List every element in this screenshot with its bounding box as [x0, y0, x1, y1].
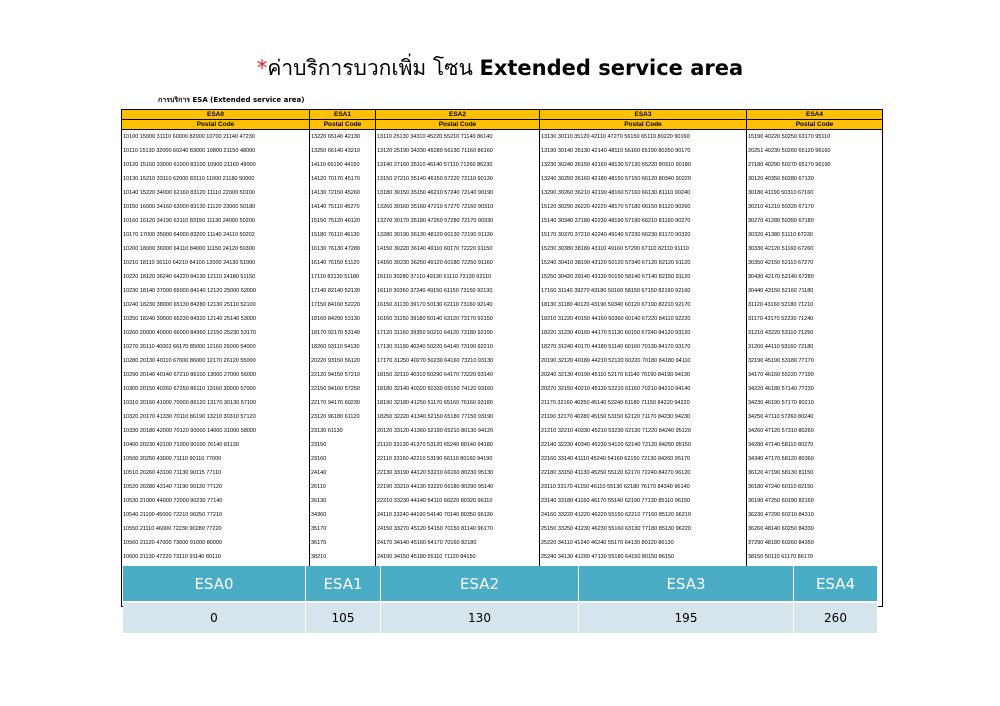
postal-code-table: [121, 109, 883, 607]
postal-header-row: [122, 120, 883, 130]
table-row: [122, 550, 883, 564]
postal-code-cell: 34340 47170 58120 80360: [747, 452, 883, 466]
postal-code-cell: 16160 31150 39180 50140 63120 73170 92150: [376, 312, 540, 326]
postal-code-cell: 24190 34150 45180 55110 71120 84150: [376, 550, 540, 564]
postal-code-cell: 30320 41380 51110 67230: [747, 228, 883, 242]
table-row: [122, 424, 883, 438]
postal-code-cell: 10140 15220 34000 62160 83120 11110 22000 50100: [122, 186, 310, 200]
postal-code-cell: 13190 30140 35130 42140 48110 56160 65190 80250 90170: [540, 144, 747, 158]
postal-code-label: Postal Code: [540, 120, 747, 130]
table-row: [122, 452, 883, 466]
postal-code-cell: 16130 76130 47280: [310, 242, 376, 256]
postal-code-cell: 10150 16000 34160 63000 83130 11120 23000 50180: [122, 200, 310, 214]
table-row: [122, 354, 883, 368]
price-value-row: [123, 601, 878, 633]
postal-code-cell: 18190 32180 41250 51170 65160 76160 93180: [376, 396, 540, 410]
postal-code-cell: 25220 34110 41240 46240 55170 64130 80120 86130: [540, 536, 747, 550]
postal-code-cell: 36120 47190 58130 81150: [747, 466, 883, 480]
postal-code-cell: 30120 40350 50280 67130: [747, 172, 883, 186]
postal-code-cell: 26130: [310, 494, 376, 508]
postal-code-cell: 30270 41280 50350 67180: [747, 214, 883, 228]
postal-code-cell: 17140 82140 52130: [310, 284, 376, 298]
postal-code-cell: 20120 33120 41360 52190 65210 80130 94120: [376, 424, 540, 438]
postal-code-cell: 24160 33220 41220 46220 55150 62210 77160 85120 96210: [540, 508, 747, 522]
postal-code-cell: 10510 20260 43100 71130 90115 77110: [122, 466, 310, 480]
postal-code-cell: 24140: [310, 466, 376, 480]
postal-code-cell: 30180 41190 50310 67160: [747, 186, 883, 200]
postal-code-label: Postal Code: [310, 120, 376, 130]
postal-code-cell: 13140 27160 35110 46140 57110 71260 86230: [376, 158, 540, 172]
postal-code-cell: 21170 32160 40250 45140 52240 61180 71150 84220 94220: [540, 396, 747, 410]
table-row: [122, 382, 883, 396]
zone-header-esa3: ESA3: [540, 110, 747, 120]
postal-code-cell: 34170 46160 55220 77190: [747, 368, 883, 382]
table-row: [122, 200, 883, 214]
postal-code-cell: 15150 75120 46120: [310, 214, 376, 228]
table-row: [122, 228, 883, 242]
postal-code-cell: 10560 21120 47000 73000 91000 80000: [122, 536, 310, 550]
postal-code-cell: 22150 94160 57250: [310, 382, 376, 396]
postal-code-cell: 20190 32120 40180 44210 52120 60220 70180 84180 94110: [540, 354, 747, 368]
postal-code-cell: 20220 93150 56120: [310, 354, 376, 368]
price-header-esa4: ESA4: [794, 566, 878, 601]
postal-code-cell: 15180 76110 46130: [310, 228, 376, 242]
title-english: Extended service area: [479, 56, 744, 80]
postal-code-cell: 10240 18230 38000 65130 84280 12130 25110 52100: [122, 298, 310, 312]
postal-code-cell: 13290 30260 36210 42190 48160 57160 66130 81110 90240: [540, 186, 747, 200]
postal-code-cell: 10400 20230 42100 71000 90100 76140 81130: [122, 438, 310, 452]
postal-code-cell: 10210 18110 36110 64210 84100 12000 24130 51000: [122, 256, 310, 270]
postal-code-cell: 10130 15210 33110 62000 83110 11000 21180 50000: [122, 172, 310, 186]
table-row: [122, 340, 883, 354]
postal-code-cell: 22190 33210 44130 53220 66180 80290 95140: [376, 480, 540, 494]
table-row: [122, 396, 883, 410]
postal-code-cell: 15190 40220 50250 63170 95110: [747, 130, 883, 145]
postal-code-cell: 10220 18120 36240 64220 84130 12110 24180 51150: [122, 270, 310, 284]
postal-code-cell: 34260 47120 57310 80260: [747, 424, 883, 438]
table-row: [122, 480, 883, 494]
postal-code-cell: 31260 44110 53160 72180: [747, 340, 883, 354]
postal-code-cell: 13180 30150 35150 46210 57240 72140 90190: [376, 186, 540, 200]
price-header-esa3: ESA3: [579, 566, 794, 601]
postal-code-cell: 24150 33270 45120 54150 70150 81140 96170: [376, 522, 540, 536]
postal-code-cell: 10290 20140 40140 67210 86100 13000 27000 56000: [122, 368, 310, 382]
postal-code-cell: 14120 70170 45170: [310, 172, 376, 186]
table-row: [122, 312, 883, 326]
postal-code-cell: 17150 84160 52220: [310, 298, 376, 312]
postal-code-cell: 15230 30380 38180 43110 49160 57290 67110 82110 91110: [540, 242, 747, 256]
postal-code-cell: 10600 21130 47220 73110 91140 80110: [122, 550, 310, 564]
postal-code-cell: 36260 48140 60250 84330: [747, 522, 883, 536]
title-asterisk: *: [256, 56, 268, 80]
postal-code-cell: 13240 30250 36160 42180 48150 57150 66120 80340 90220: [540, 172, 747, 186]
postal-code-cell: 13110 25130 34310 45220 55210 71140 86140: [376, 130, 540, 145]
postal-code-cell: 18220 31230 40160 44170 51130 60150 67240 84120 93120: [540, 326, 747, 340]
postal-code-cell: 23150: [310, 438, 376, 452]
table-row: [122, 144, 883, 158]
zone-header-esa1: ESA1: [310, 110, 376, 120]
postal-code-cell: 13130 30110 35120 42110 47270 56150 65110 80220 90160: [540, 130, 747, 145]
postal-code-cell: 36180 47240 60110 82150: [747, 480, 883, 494]
postal-code-label: Postal Code: [376, 120, 540, 130]
postal-code-cell: 26110: [310, 480, 376, 494]
postal-code-cell: 13250 66140 43210: [310, 144, 376, 158]
postal-code-cell: 10310 20160 41000 70000 86120 13170 30130 57100: [122, 396, 310, 410]
table-row: [122, 466, 883, 480]
postal-code-cell: 14130 72150 45260: [310, 186, 376, 200]
price-header-row: [123, 566, 878, 601]
postal-code-cell: 15250 30420 39140 43130 50150 58140 67140 82150 91120: [540, 270, 747, 284]
table-row: [122, 256, 883, 270]
postal-code-cell: 13150 27210 35140 46150 57220 72110 90130: [376, 172, 540, 186]
postal-code-cell: 17130 31190 40240 50220 64140 73190 92210: [376, 340, 540, 354]
postal-code-cell: 37290 48180 60260 84350: [747, 536, 883, 550]
postal-code-cell: 18250 32220 41340 52150 65180 77150 93190: [376, 410, 540, 424]
postal-code-cell: 25240 34130 41260 47130 55180 64150 80150 86150: [540, 550, 747, 564]
zone-header-esa4: ESA4: [747, 110, 883, 120]
postal-code-cell: 10530 21000 44000 72000 90230 77140: [122, 494, 310, 508]
postal-code-cell: 34220 46180 57140 77230: [747, 382, 883, 396]
postal-code-cell: 13220 65140 42130: [310, 130, 376, 145]
postal-code-cell: 34230 46190 57170 80210: [747, 396, 883, 410]
table-row: [122, 172, 883, 186]
postal-code-cell: 20251 40230 50260 65120 96160: [747, 144, 883, 158]
postal-code-cell: 18170 92170 53140: [310, 326, 376, 340]
postal-code-cell: 22140 32230 40340 45230 54120 62140 72120 84250 95150: [540, 438, 747, 452]
postal-code-label: Postal Code: [122, 120, 310, 130]
postal-code-cell: 15110 30280 37110 49130 61110 73130 92110: [376, 270, 540, 284]
postal-code-cell: 34250 47110 57260 80240: [747, 410, 883, 424]
postal-code-cell: 22110 33160 42210 53190 66110 80160 94190: [376, 452, 540, 466]
table-row: [122, 186, 883, 200]
postal-code-cell: 10270 20110 40002 66170 85000 12160 26000 54000: [122, 340, 310, 354]
postal-code-cell: 10540 21100 45000 72210 90250 77210: [122, 508, 310, 522]
postal-code-cell: 23140 33180 41160 46170 55140 62190 77130 85110 96150: [540, 494, 747, 508]
postal-code-cell: 16140 76150 51120: [310, 256, 376, 270]
postal-code-body: [122, 130, 883, 607]
postal-code-cell: 16110 30360 37240 49150 61150 73150 92130: [376, 284, 540, 298]
postal-code-cell: 38150 50110 61170 86170: [747, 550, 883, 564]
postal-code-cell: 13230 30240 36150 42160 48130 57130 65220 80310 90180: [540, 158, 747, 172]
postal-code-cell: 23130 61130: [310, 424, 376, 438]
postal-code-cell: 10300 20150 40260 67250 86110 13160 30000 57000: [122, 382, 310, 396]
postal-code-cell: 10200 18000 36000 64110 84000 11150 24120 50300: [122, 242, 310, 256]
postal-code-cell: 18150 32110 40310 50290 64170 73220 93140: [376, 368, 540, 382]
postal-code-cell: 10280 20130 40110 67000 86000 12170 26120 55000: [122, 354, 310, 368]
table-row: [122, 242, 883, 256]
postal-code-cell: 21210 32210 40330 45210 53230 62130 71220 84240 95120: [540, 424, 747, 438]
postal-code-cell: 30350 42150 52110 67270: [747, 256, 883, 270]
table-row: [122, 536, 883, 550]
postal-code-cell: 20240 32130 40190 45110 52170 61140 70190 84190 94130: [540, 368, 747, 382]
postal-code-cell: 30430 42170 52140 67280: [747, 270, 883, 284]
table-row: [122, 158, 883, 172]
postal-code-cell: 36170: [310, 536, 376, 550]
postal-code-cell: 34360: [310, 508, 376, 522]
postal-code-cell: 34280 47140 58110 80270: [747, 438, 883, 452]
postal-code-cell: 18210 31220 40150 44160 50360 60140 67220 84110 92220: [540, 312, 747, 326]
table-subtitle: การบริการ ESA (Extended service area): [158, 96, 305, 104]
price-table: [123, 566, 878, 633]
postal-code-cell: 10230 18140 37000 65000 84140 12120 25000 52000: [122, 284, 310, 298]
title-thai: ค่าบริการบวกเพิ่ม โซน: [267, 56, 480, 80]
postal-code-cell: 17170 31250 40270 50230 64160 73210 93130: [376, 354, 540, 368]
postal-code-cell: 23160: [310, 452, 376, 466]
postal-code-cell: 15170 30370 37210 42240 49140 57230 66230 81170 90320: [540, 228, 747, 242]
table-row: [122, 298, 883, 312]
postal-code-cell: 10260 20000 40000 66000 84360 12150 25230 53170: [122, 326, 310, 340]
postal-code-cell: 15240 30410 38190 43120 50120 57340 67120 82120 91120: [540, 256, 747, 270]
postal-code-cell: 31170 43170 52230 71240: [747, 312, 883, 326]
table-row: [122, 438, 883, 452]
table-row: [122, 130, 883, 145]
postal-code-cell: 35170: [310, 522, 376, 536]
zone-header-esa0: ESA0: [122, 110, 310, 120]
price-header-esa1: ESA1: [306, 566, 381, 601]
postal-code-cell: 25150 33250 41230 46230 55160 63130 77180 85130 96220: [540, 522, 747, 536]
price-header-esa0: ESA0: [123, 566, 306, 601]
postal-code-cell: 22170 94170 60230: [310, 396, 376, 410]
table-row: [122, 522, 883, 536]
postal-code-cell: 32190 45190 53180 77170: [747, 354, 883, 368]
postal-code-cell: 15140 30340 37180 42230 48190 57190 66210 81160 90270: [540, 214, 747, 228]
postal-code-cell: 36230 47290 60210 84310: [747, 508, 883, 522]
postal-code-cell: 10110 15130 32000 60240 83000 10800 21150 48000: [122, 144, 310, 158]
price-header-esa2: ESA2: [381, 566, 579, 601]
postal-code-cell: 30440 43150 52160 71180: [747, 284, 883, 298]
postal-code-cell: 18180 32140 40320 50330 65150 74120 93160: [376, 382, 540, 396]
table-row: [122, 494, 883, 508]
postal-code-cell: 13270 30170 35180 47260 57280 72170 90330: [376, 214, 540, 228]
zone-header-esa2: ESA2: [376, 110, 540, 120]
table-row: [122, 368, 883, 382]
postal-code-cell: 23110 33170 41150 46110 55130 62180 76170 84340 96140: [540, 480, 747, 494]
postal-code-cell: 10500 20250 43000 71110 90110 77000: [122, 452, 310, 466]
postal-code-cell: 16150 31130 39170 50130 62110 73160 92140: [376, 298, 540, 312]
postal-code-cell: 14150 30220 36140 49110 60170 72220 91150: [376, 242, 540, 256]
postal-code-cell: 13280 30190 36130 48120 60130 72190 91130: [376, 228, 540, 242]
table-row: [122, 410, 883, 424]
postal-code-cell: 14110 66190 44150: [310, 158, 376, 172]
postal-code-cell: 18130 31180 40120 43190 50340 60120 67190 82210 92170: [540, 298, 747, 312]
postal-code-cell: 10330 20180 42000 70120 90000 14000 31000 58000: [122, 424, 310, 438]
postal-code-cell: 24170 34140 45160 54170 70160 82180: [376, 536, 540, 550]
postal-code-cell: 10120 15160 33000 61000 83100 10900 21160 49000: [122, 158, 310, 172]
postal-code-cell: 17120 31160 39350 50210 64120 73180 92190: [376, 326, 540, 340]
postal-code-cell: 24110 33240 44190 54140 70140 80350 96130: [376, 508, 540, 522]
postal-code-cell: 10160 16120 34190 63110 83150 11130 24000 50200: [122, 214, 310, 228]
price-value-esa4: 260: [794, 601, 878, 633]
postal-code-cell: 38210: [310, 550, 376, 564]
table-row: [122, 270, 883, 284]
postal-code-cell: 17160 31140 39270 43180 50160 58150 67150 82190 92160: [540, 284, 747, 298]
postal-code-cell: 22180 33150 41130 45250 55120 62170 72240 84270 96120: [540, 466, 747, 480]
price-value-esa2: 130: [381, 601, 579, 633]
postal-code-cell: 10550 21110 46000 72230 90280 77220: [122, 522, 310, 536]
postal-code-cell: 14160 30230 36250 49120 60180 72250 91160: [376, 256, 540, 270]
postal-code-cell: 22120 94150 57210: [310, 368, 376, 382]
postal-code-label: Postal Code: [747, 120, 883, 130]
postal-code-cell: 22210 33230 44140 54110 66220 80320 96110: [376, 494, 540, 508]
postal-code-cell: 21190 32170 40280 45150 53150 62120 71170 84230 94230: [540, 410, 747, 424]
postal-code-cell: 31120 43160 52180 71210: [747, 298, 883, 312]
page-title: [0, 52, 1000, 85]
postal-code-cell: 18260 93110 54130: [310, 340, 376, 354]
zone-header-row: [122, 110, 883, 120]
postal-code-cell: 27180 40290 50270 65170 96190: [747, 158, 883, 172]
postal-code-cell: 22160 33140 41110 45240 54160 62150 72130 84260 95170: [540, 452, 747, 466]
postal-code-cell: 13120 25190 34330 45280 56130 71160 86160: [376, 144, 540, 158]
price-value-esa0: 0: [123, 601, 306, 633]
postal-code-cell: 10170 17000 35000 64000 83200 11140 24110 50202: [122, 228, 310, 242]
postal-code-cell: 30210 41210 50320 67170: [747, 200, 883, 214]
postal-code-cell: 21120 33130 41370 53120 65240 80140 94180: [376, 438, 540, 452]
postal-code-cell: 10100 15000 31110 60000 82000 10700 21140 47230: [122, 130, 310, 145]
price-value-esa1: 105: [306, 601, 381, 633]
postal-code-cell: 36190 47250 60190 82160: [747, 494, 883, 508]
postal-code-cell: 18160 84290 53130: [310, 312, 376, 326]
postal-code-cell: 14140 75110 45270: [310, 200, 376, 214]
table-row: [122, 326, 883, 340]
postal-code-cell: 17110 82130 51180: [310, 270, 376, 284]
postal-code-cell: 22130 33190 44120 53210 66160 80230 95130: [376, 466, 540, 480]
postal-code-cell: 30330 42120 51160 67260: [747, 242, 883, 256]
table-row: [122, 214, 883, 228]
table-row: [122, 284, 883, 298]
postal-code-cell: 20270 32150 40210 45130 52210 61160 70210 84210 94140: [540, 382, 747, 396]
postal-code-cell: 23120 96180 61120: [310, 410, 376, 424]
postal-code-cell: 10320 20170 41330 70110 86190 13210 30310 57120: [122, 410, 310, 424]
postal-code-cell: 13260 30160 35160 47210 57270 72160 90310: [376, 200, 540, 214]
postal-code-cell: 15120 30290 36220 42220 48170 57180 66150 81120 90260: [540, 200, 747, 214]
postal-code-cell: 31210 43220 53110 71250: [747, 326, 883, 340]
table-row: [122, 508, 883, 522]
price-value-esa3: 195: [579, 601, 794, 633]
postal-code-cell: 10250 18240 39000 65230 84320 12140 25140 53000: [122, 312, 310, 326]
postal-code-cell: 10520 20280 43140 71190 90120 77120: [122, 480, 310, 494]
postal-code-cell: 18270 31240 40170 44180 51140 60160 70130 84170 93170: [540, 340, 747, 354]
